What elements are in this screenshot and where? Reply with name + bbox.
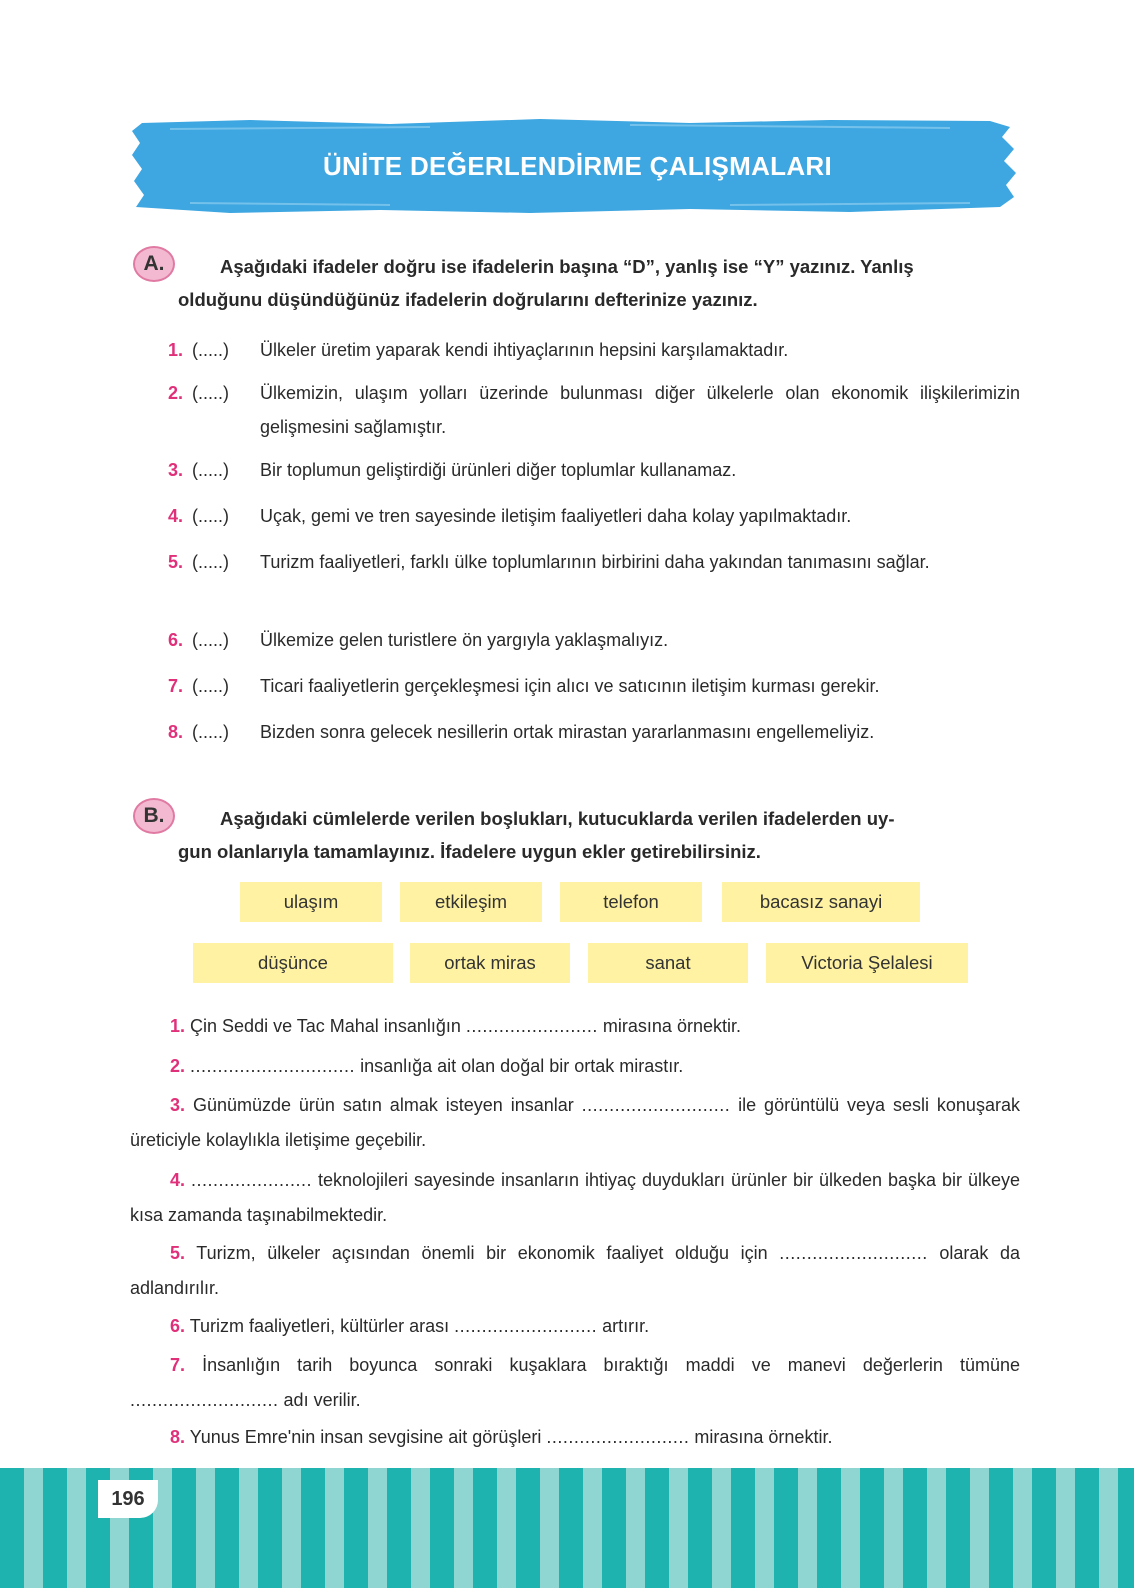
word-box: bacasız sanayi xyxy=(722,882,920,922)
b-item-4 xyxy=(130,1163,1020,1233)
item-text: Bizden sonra gelecek nesillerin ortak mirastan yararlanmasını engellemeliyiz. xyxy=(260,722,875,742)
fill-blank[interactable]: .......................... xyxy=(546,1427,690,1447)
word-box: ulaşım xyxy=(240,882,382,922)
item-text: Ticari faaliyetlerin gerçekleşmesi için alıcı ve satıcının iletişim kurması gerekir. xyxy=(260,676,880,696)
item-number: 6. xyxy=(168,630,184,650)
word-box: Victoria Şelalesi xyxy=(766,943,968,983)
banner-title: ÜNİTE DEĞERLENDİRME ÇALIŞMALARI xyxy=(322,150,833,181)
item-text: Uçak, gemi ve tren sayesinde iletişim faaliyetleri daha kolay yapılmaktadır. xyxy=(260,506,852,526)
fill-blank[interactable]: ........................... xyxy=(130,1390,279,1410)
item-number: 4. xyxy=(168,506,184,526)
item-number: 5. xyxy=(168,552,184,572)
answer-blank[interactable]: (.....) xyxy=(192,340,229,360)
item-text-after: adı verilir. xyxy=(283,1390,361,1410)
answer-blank[interactable]: (.....) xyxy=(192,630,229,650)
item-text-after: artırır. xyxy=(602,1316,650,1336)
item-text-after: ile görüntülü veya sesli konuşarak üreticiyle kolaylıkla iletişime geçebilir. xyxy=(130,1095,1020,1150)
answer-blank[interactable]: (.....) xyxy=(192,676,229,696)
instruction-line-1: Aşağıdaki cümlelerde verilen boşlukları, kutucuklarda verilen ifadelerden uy- xyxy=(220,808,895,829)
item-text-after: insanlığa ait olan doğal bir ortak mirastır. xyxy=(360,1056,684,1076)
answer-blank[interactable]: (.....) xyxy=(192,506,229,526)
item-text: Ülkeler üretim yaparak kendi ihtiyaçlarının hepsini karşılamaktadır. xyxy=(260,340,789,360)
fill-blank[interactable]: ........................... xyxy=(779,1243,928,1263)
word-box: düşünce xyxy=(193,943,393,983)
word-box: telefon xyxy=(560,882,702,922)
fill-blank[interactable]: .............................. xyxy=(190,1056,356,1076)
b-item-7 xyxy=(130,1348,1020,1418)
b-item-1 xyxy=(130,1009,1020,1044)
item-number: 6. xyxy=(170,1316,186,1336)
item-text: Bir toplumun geliştirdiği ürünleri diğer toplumlar kullanamaz. xyxy=(260,460,737,480)
section-b-instruction xyxy=(178,802,1023,868)
fill-blank[interactable]: ........................... xyxy=(581,1095,731,1115)
item-text-after: mirasına örnektir. xyxy=(602,1016,741,1036)
item-text-before: İnsanlığın tarih boyunca sonraki kuşaklara bıraktığı maddi ve manevi değerlerin tümüne xyxy=(202,1355,1020,1375)
fill-blank[interactable]: ........................ xyxy=(465,1016,598,1036)
fill-blank[interactable]: ...................... xyxy=(190,1170,313,1190)
answer-blank[interactable]: (.....) xyxy=(192,383,229,403)
item-number: 3. xyxy=(170,1095,186,1115)
item-number: 5. xyxy=(170,1243,186,1263)
item-text-before: Turizm faaliyetleri, kültürler arası xyxy=(189,1316,450,1336)
word-box: sanat xyxy=(588,943,748,983)
b-item-2 xyxy=(130,1049,1020,1084)
section-a-instruction xyxy=(178,250,1023,316)
word-box: ortak miras xyxy=(410,943,570,983)
b-item-6 xyxy=(130,1309,1020,1344)
fill-blank[interactable]: .......................... xyxy=(454,1316,598,1336)
instruction-line-2: gun olanlarıyla tamamlayınız. İfadelere uygun ekler getirebilirsiniz. xyxy=(178,841,761,862)
section-a-marker: A. xyxy=(133,246,175,282)
b-item-3 xyxy=(130,1088,1020,1158)
item-number: 7. xyxy=(168,676,184,696)
item-number: 7. xyxy=(170,1355,186,1375)
item-text: Ülkemize gelen turistlere ön yargıyla yaklaşmalıyız. xyxy=(260,630,669,650)
answer-blank[interactable]: (.....) xyxy=(192,460,229,480)
item-number: 8. xyxy=(168,722,184,742)
page-number: 196 xyxy=(98,1480,158,1518)
item-number: 1. xyxy=(168,340,184,360)
instruction-line-1: Aşağıdaki ifadeler doğru ise ifadelerin başına “D”, yanlış ise “Y” yazınız. Yanlış xyxy=(220,256,914,277)
instruction-line-2: olduğunu düşündüğünüz ifadelerin doğrularını defterinize yazınız. xyxy=(178,289,758,310)
footer-stripes xyxy=(0,1468,1134,1588)
item-text-before: Yunus Emre'nin insan sevgisine ait görüşleri xyxy=(189,1427,542,1447)
item-number: 1. xyxy=(170,1016,186,1036)
section-b-marker: B. xyxy=(133,798,175,834)
answer-blank[interactable]: (.....) xyxy=(192,552,229,572)
item-number: 2. xyxy=(170,1056,186,1076)
item-number: 2. xyxy=(168,383,184,403)
word-box: etkileşim xyxy=(400,882,542,922)
b-item-5 xyxy=(130,1236,1020,1306)
item-number: 3. xyxy=(168,460,184,480)
item-number: 4. xyxy=(170,1170,186,1190)
item-text: Turizm faaliyetleri, farklı ülke toplumlarının birbirini daha yakından tanımasını sağlar. xyxy=(260,552,930,572)
item-text-before: Çin Seddi ve Tac Mahal insanlığın xyxy=(190,1016,461,1036)
item-text-after: mirasına örnektir. xyxy=(694,1427,833,1447)
item-text: Ülkemizin, ulaşım yolları üzerinde bulunması diğer ülkelerle olan ekonomik ilişkilerimizin gelişmesini sağlamıştır. xyxy=(260,383,1020,437)
section-banner xyxy=(130,115,1025,217)
item-number: 8. xyxy=(170,1427,186,1447)
answer-blank[interactable]: (.....) xyxy=(192,722,229,742)
b-item-8 xyxy=(130,1420,1020,1455)
item-text-after: olarak da adlandırılır. xyxy=(130,1243,1020,1298)
item-text-before: Turizm, ülkeler açısından önemli bir ekonomik faaliyet olduğu için xyxy=(196,1243,768,1263)
item-text-after: teknolojileri sayesinde insanların ihtiyaç duydukları ürünler bir ülkeden başka bir ülkeye kısa zamanda taşınabilmektedir. xyxy=(130,1170,1020,1225)
item-text-before: Günümüzde ürün satın almak isteyen insanlar xyxy=(192,1095,574,1115)
